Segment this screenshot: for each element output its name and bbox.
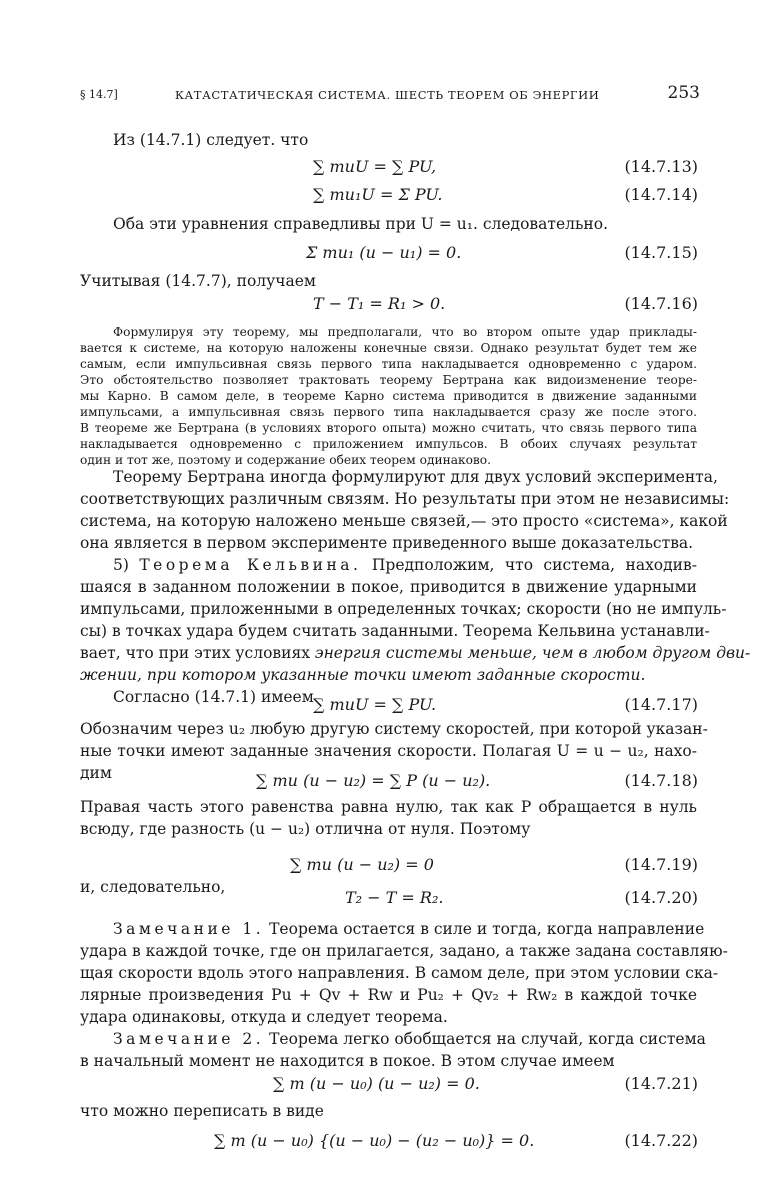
paragraph-line: система, на которую наложено меньше связей,— это просто «система», какой xyxy=(80,512,728,530)
note-line: самым, если импульсивная связь первого типа накладывается одновременно с ударом. xyxy=(80,357,697,371)
section-ref: § 14.7] xyxy=(80,88,118,101)
equation-number: (14.7.14) xyxy=(624,185,698,204)
note-line: В теореме же Бертрана (в условиях второго опыта) можно считать, что связь первого типа xyxy=(80,421,697,435)
remark-label: Замечание 2. xyxy=(113,1030,265,1048)
equation-number: (14.7.18) xyxy=(624,771,698,790)
equation-14-7-16: T − T₁ = R₁ > 0. xyxy=(313,294,446,313)
kelvin-emphasis: энергия системы меньше, чем в любом другом дви- xyxy=(314,644,751,662)
equation-14-7-20: T₂ − T = R₂. xyxy=(345,888,444,907)
paragraph-line: жении, при котором указанные точки имеют заданные скорости. xyxy=(80,666,646,684)
paragraph-line: дим xyxy=(80,764,112,782)
note-line: вается к системе, на которую наложены конечные связи. Однако результат будет тем же xyxy=(80,341,697,355)
paragraph-line: импульсами, приложенными в определенных точках; скорости (но не импуль- xyxy=(80,600,727,618)
paragraph-line: лярные произведения Pu + Qv + Rw и Pu₂ + Qv₂ + Rw₂ в каждой точке xyxy=(80,986,697,1004)
equation-14-7-17: ∑ muU = ∑ PU. xyxy=(313,695,437,714)
paragraph-line: что можно переписать в виде xyxy=(80,1102,324,1120)
kelvin-text: вает, что при этих условиях xyxy=(80,644,315,662)
paragraph-line: всюду, где разность (u − u₂) отлична от нуля. Поэтому xyxy=(80,820,531,838)
equation-14-7-18: ∑ mu (u − u₂) = ∑ P (u − u₂). xyxy=(256,771,491,790)
remark-label: Замечание 1. xyxy=(113,920,265,938)
equation-number: (14.7.16) xyxy=(624,294,698,313)
remark2-heading-line xyxy=(113,1028,706,1050)
paragraph-line: сы) в точках удара будем считать заданными. Теорема Кельвина устанавли- xyxy=(80,622,710,640)
paragraph-line: Согласно (14.7.1) имеем xyxy=(113,688,314,706)
paragraph-line xyxy=(80,642,751,664)
paragraph-line: она является в первом эксперименте приведенного выше доказательства. xyxy=(80,534,694,552)
paragraph-line: удара в каждой точке, где он прилагается, задано, а также задана составляю- xyxy=(80,942,728,960)
page-header xyxy=(80,83,700,110)
paragraph-line: Учитывая (14.7.7), получаем xyxy=(80,272,316,290)
equation-number: (14.7.15) xyxy=(624,243,698,262)
equation-number: (14.7.21) xyxy=(624,1074,698,1093)
paragraph-line: Обозначим через u₂ любую другую систему скоростей, при которой указан- xyxy=(80,720,708,738)
equation-14-7-14: ∑ mu₁U = Σ PU. xyxy=(313,185,443,204)
note-line: Это обстоятельство позволяет трактовать теорему Бертрана как видоизменение теоре- xyxy=(80,373,697,387)
note-line: накладывается одновременно с приложением импульсов. В обоих случаях результат xyxy=(80,437,697,451)
paragraph-line: в начальный момент не находится в покое. В этом случае имеем xyxy=(80,1052,615,1070)
note-line: один и тот же, поэтому и содержание обеих теорем одинаково. xyxy=(80,453,492,467)
note-line: мы Карно. В самом деле, в теореме Карно система приводится в движение заданными xyxy=(80,389,697,403)
equation-14-7-15: Σ mu₁ (u − u₁) = 0. xyxy=(306,243,462,262)
note-line: Формулируя эту теорему, мы предполагали, что во втором опыте удар приклады- xyxy=(113,325,697,339)
equation-14-7-21: ∑ m (u − u₀) (u − u₂) = 0. xyxy=(273,1074,480,1093)
theorem-title: Теорема Кельвина. xyxy=(139,556,362,574)
kelvin-text: Предположим, что система, находив- xyxy=(361,556,697,574)
kelvin-prefix: 5) xyxy=(113,556,140,574)
equation-number: (14.7.19) xyxy=(624,855,698,874)
running-title: КАТАСТАТИЧЕСКАЯ СИСТЕМА. ШЕСТЬ ТЕОРЕМ ОБ ЭНЕРГИИ xyxy=(175,88,600,102)
kelvin-heading-line xyxy=(113,554,697,576)
paragraph-line: и, следовательно, xyxy=(80,878,226,896)
paragraph-line: Теорему Бертрана иногда формулируют для двух условий эксперимента, xyxy=(113,468,718,486)
paragraph-line: шаяся в заданном положении в покое, приводится в движение ударными xyxy=(80,578,697,596)
note-line: импульсами, а импульсивная связь первого типа накладывается сразу же после этого. xyxy=(80,405,697,419)
paragraph-line: соответствующих различным связям. Но результаты при этом не независимы: xyxy=(80,490,730,508)
page-number: 253 xyxy=(667,83,700,103)
equation-14-7-19: ∑ mu (u − u₂) = 0 xyxy=(290,855,434,874)
remark-text: Теорема остается в силе и тогда, когда направление xyxy=(264,920,705,938)
equation-number: (14.7.17) xyxy=(624,695,698,714)
equation-number: (14.7.22) xyxy=(624,1131,698,1150)
equation-number: (14.7.13) xyxy=(624,157,698,176)
equation-number: (14.7.20) xyxy=(624,888,698,907)
remark-text: Теорема легко обобщается на случай, когда система xyxy=(264,1030,706,1048)
paragraph-line: Правая часть этого равенства равна нулю, так как P обращается в нуль xyxy=(80,798,697,816)
remark1-heading-line xyxy=(113,918,705,940)
equation-14-7-13: ∑ muU = ∑ PU, xyxy=(313,157,437,176)
intro-text: Из (14.7.1) следует. что xyxy=(113,131,309,149)
paragraph-line: ные точки имеют заданные значения скорости. Полагая U = u − u₂, нахо- xyxy=(80,742,697,760)
paragraph-line: удара одинаковы, откуда и следует теорема. xyxy=(80,1008,448,1026)
paragraph-line: щая скорости вдоль этого направления. В самом деле, при этом условии ска- xyxy=(80,964,719,982)
paragraph-line: Оба эти уравнения справедливы при U = u₁. следовательно. xyxy=(113,215,609,233)
equation-14-7-22: ∑ m (u − u₀) {(u − u₀) − (u₂ − u₀)} = 0. xyxy=(214,1131,535,1150)
